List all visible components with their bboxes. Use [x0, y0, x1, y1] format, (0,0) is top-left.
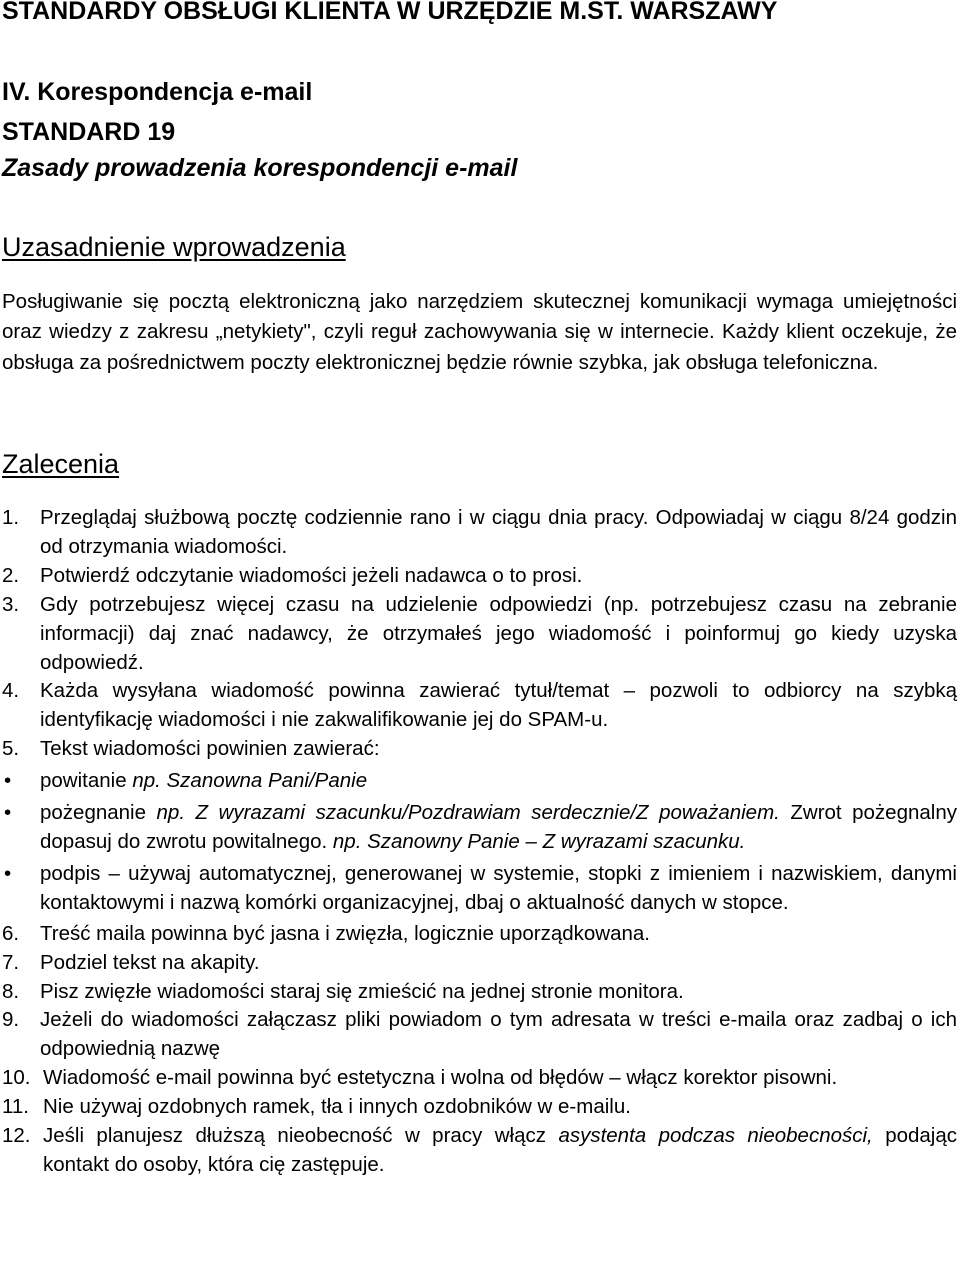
bullet-text: podpis – używaj automatycznej, generowanej w systemie, stopki z imieniem i nazwiskiem, danymi kontaktowymi i nazwą komórki organizacyjnej, dbaj o aktualność danych w stopce. — [40, 861, 957, 914]
list-item — [2, 1006, 957, 1064]
list-item — [2, 504, 957, 562]
item-number: 8. — [2, 979, 20, 1003]
item-number: 7. — [2, 950, 20, 974]
bullet-item — [2, 860, 957, 918]
bullet-icon: • — [4, 861, 12, 885]
item-number: 11. — [2, 1095, 29, 1119]
item-text: Każda wysyłana wiadomość powinna zawierać tytuł/temat – pozwoli to odbiorcy na szybką identyfikację wiadomości i nie zakwalifikowanie jej do SPAM-u. — [40, 679, 957, 732]
bullet-note-example: np. Szanowny Panie – Z wyrazami szacunku. — [332, 829, 746, 853]
list-item — [2, 978, 957, 1007]
item-number: 3. — [2, 592, 20, 616]
item-number: 9. — [2, 1008, 20, 1032]
justification-text: Posługiwanie się pocztą elektroniczną jako narzędziem skutecznej komunikacji wymaga umiejętności oraz wiedzy z zakresu „netykiety", czyli reguł zachowywania się w internecie. Każdy klient oczekuje, że obsługa za pośrednictwem poczty elektronicznej będzie równie szybka, jak obsługa telefoniczna. — [2, 290, 957, 374]
item-number: 6. — [2, 921, 20, 945]
item-text: Wiadomość e-mail powinna być estetyczna i wolna od błędów – włącz korektor pisowni. — [43, 1066, 838, 1090]
item-text: Jeżeli do wiadomości załączasz pliki powiadom o tym adresata w treści e-maila oraz zadbaj o ich odpowiednią nazwę — [40, 1008, 957, 1061]
item-number: 4. — [2, 679, 20, 703]
item-number: 2. — [2, 563, 20, 587]
item-text: Treść maila powinna być jasna i zwięzła, logicznie uporządkowana. — [40, 921, 650, 945]
item-text: Podziel tekst na akapity. — [40, 950, 260, 974]
section-title: IV. Korespondencja e-mail — [2, 78, 313, 106]
item-text: Tekst wiadomości powinien zawierać: — [40, 737, 380, 761]
item-number: 10. — [2, 1066, 31, 1090]
item-text: Potwierdź odczytanie wiadomości jeżeli nadawca o to prosi. — [40, 563, 583, 587]
bullet-example: np. Z wyrazami szacunku/Pozdrawiam serdecznie/Z poważaniem. — [146, 801, 780, 825]
list-item — [2, 735, 957, 764]
item-text: Gdy potrzebujesz więcej czasu na udzielenie odpowiedzi (np. potrzebujesz czasu na zebranie informacji) daj znać nadawcy, że otrzymałeś jego wiadomość i poinformuj go kiedy uzyska odpowiedź. — [40, 592, 957, 674]
list-item — [2, 949, 957, 978]
list-item — [2, 1093, 957, 1122]
item-text: Jeśli planujesz dłuższą nieobecność w pracy włącz — [43, 1124, 559, 1148]
list-item — [2, 1064, 957, 1093]
standard-title: Zasady prowadzenia korespondencji e-mail — [2, 154, 518, 182]
item-text: Nie używaj ozdobnych ramek, tła i innych ozdobników w e-mailu. — [43, 1095, 631, 1119]
bullet-note: Zwrot pożegnalny dopasuj do zwrotu powitalnego. — [40, 801, 957, 853]
item-text: Pisz zwięzłe wiadomości staraj się zmieścić na jednej stronie monitora. — [40, 979, 684, 1003]
bullet-icon: • — [4, 801, 12, 825]
bullet-lead: pożegnanie — [40, 801, 147, 825]
item-text: Przeglądaj służbową pocztę codziennie rano i w ciągu dnia pracy. Odpowiadaj w ciągu 8/24 godzin od otrzymania wiadomości. — [40, 506, 957, 558]
item-number: 12. — [2, 1124, 31, 1148]
bullet-lead: powitanie — [40, 769, 127, 793]
standard-number: STANDARD 19 — [2, 118, 176, 146]
item-text-italic: asystenta podczas nieobecności, — [558, 1124, 873, 1148]
item-text: podając kontakt do osoby, która cię zastępuje. — [43, 1124, 958, 1176]
item-number: 1. — [2, 506, 20, 529]
list-item — [2, 562, 957, 591]
bullet-example: np. Szanowna Pani/Panie — [126, 769, 368, 793]
list-item — [2, 677, 957, 735]
bullet-item — [2, 767, 957, 796]
recommendations-list — [2, 504, 957, 1180]
bullet-item — [2, 799, 957, 857]
bullet-icon: • — [4, 769, 12, 793]
item-number: 5. — [2, 737, 20, 761]
recommendations-heading: Zalecenia — [2, 449, 120, 479]
list-item — [2, 591, 957, 678]
list-item — [2, 1122, 957, 1180]
justification-heading: Uzasadnienie wprowadzenia — [2, 232, 346, 262]
list-item — [2, 920, 957, 949]
document-title: STANDARDY OBSŁUGI KLIENTA W URZĘDZIE M.ST. WARSZAWY — [2, 0, 778, 25]
